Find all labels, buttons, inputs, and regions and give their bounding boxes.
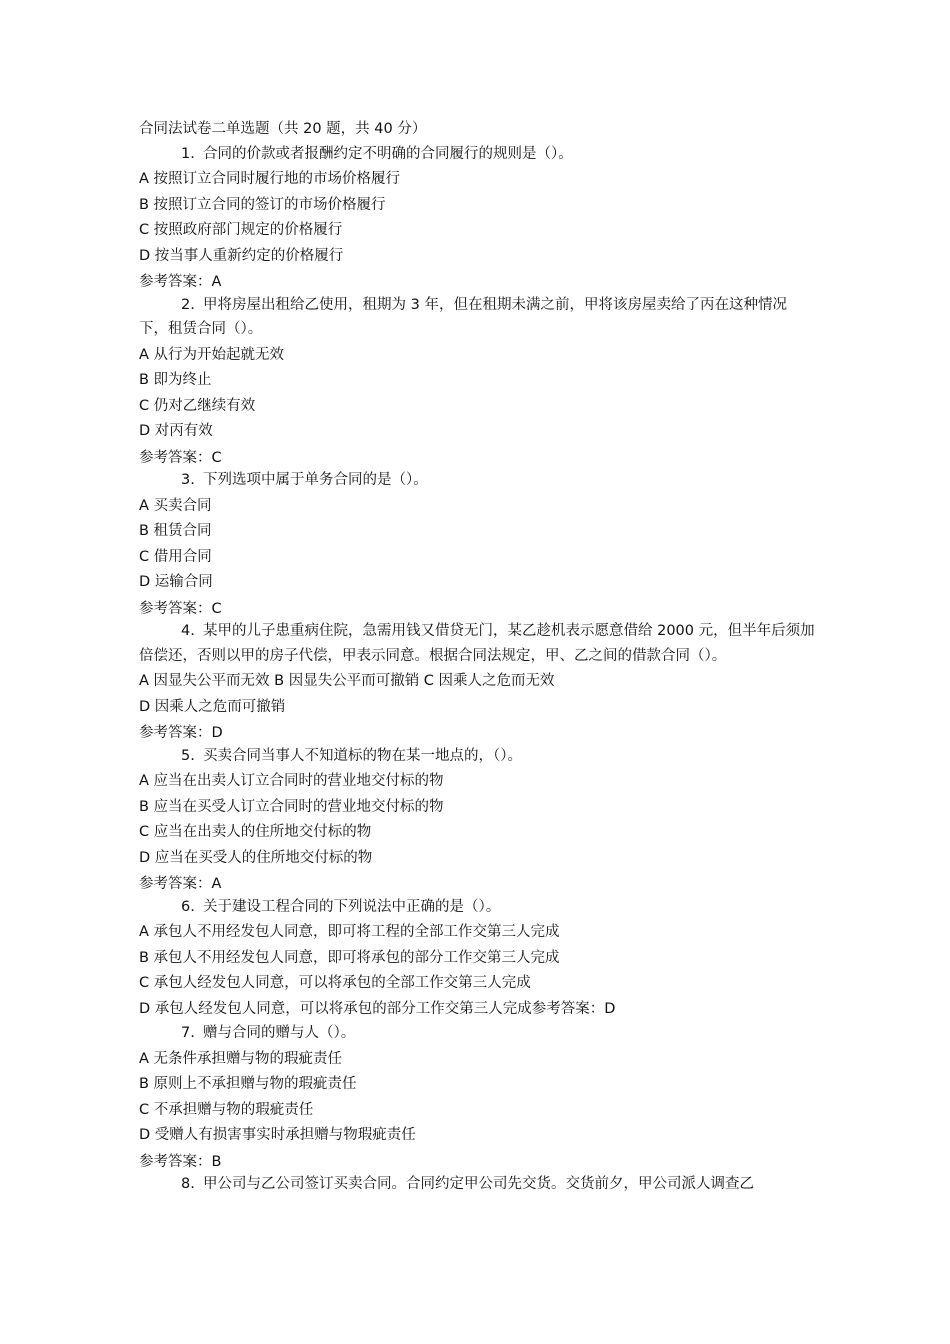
question-text	[139, 1172, 815, 1197]
question-stem: 合同的价款或者报酬约定不明确的合同履行的规则是（）。	[203, 145, 573, 162]
question-stem: 买卖合同当事人不知道标的物在某一地点的，（）。	[203, 747, 522, 764]
option-a: A 无条件承担赠与物的瑕疵责任	[139, 1050, 343, 1067]
question-stem: 甲公司与乙公司签订买卖合同。合同约定甲公司先交货。交货前夕，甲公司派人调查乙	[203, 1176, 754, 1192]
reference-answer: 参考答案：C	[139, 600, 222, 617]
option-d: D 运输合同	[139, 574, 213, 590]
reference-answer: 参考答案：B	[139, 1153, 222, 1170]
question-number: 2.	[181, 296, 195, 313]
option-d: D 受赠人有损害事实时承担赠与物瑕疵责任	[139, 1127, 416, 1143]
document-title: 合同法试卷二单选题（共 20 题，共 40 分）	[139, 121, 427, 137]
question-text	[139, 619, 815, 668]
option-a: A 应当在出卖人订立合同时的营业地交付标的物	[139, 773, 444, 789]
reference-answer: 参考答案：C	[139, 449, 222, 466]
option-b: B 即为终止	[139, 372, 212, 388]
option-d-with-answer: D 承包人经发包人同意，可以将承包的部分工作交第三人完成参考答案：D	[139, 1000, 616, 1017]
option-b: B 原则上不承担赠与物的瑕疵责任	[139, 1076, 357, 1092]
question-3	[139, 468, 815, 621]
document-content	[139, 117, 815, 1197]
option-a: A 从行为开始起就无效	[139, 346, 285, 363]
option-c: C 承包人经发包人同意，可以将承包的全部工作交第三人完成	[139, 975, 531, 991]
question-number: 4.	[181, 623, 195, 639]
reference-answer: 参考答案：A	[139, 274, 222, 290]
option-d: D 应当在买受人的住所地交付标的物	[139, 849, 373, 866]
option-d: D 对丙有效	[139, 423, 213, 439]
option-a: A 买卖合同	[139, 497, 212, 514]
option-abc: A 因显失公平而无效 B 因显失公平而可撤销 C 因乘人之危而无效	[139, 673, 555, 689]
option-b: B 承包人不用经发包人同意，即可将承包的部分工作交第三人完成	[139, 949, 560, 966]
question-5	[139, 744, 815, 897]
question-1	[139, 142, 815, 295]
question-text	[139, 468, 815, 493]
option-a: A 承包人不用经发包人同意，即可将工程的全部工作交第三人完成	[139, 924, 560, 940]
reference-answer: 参考答案：A	[139, 876, 222, 892]
question-number: 6.	[181, 898, 195, 915]
option-c: C 借用合同	[139, 548, 212, 565]
question-stem: 某甲的儿子患重病住院，急需用钱又借贷无门，某乙趁机表示愿意借给 2000 元，但半年后须加倍偿还，否则以甲的房子代偿，甲表示同意。根据合同法规定，甲、乙之间的借款合同（）。	[139, 623, 815, 664]
option-d: D 因乘人之危而可撤销	[139, 698, 286, 715]
question-text	[139, 293, 815, 342]
question-text	[139, 142, 815, 167]
question-text	[139, 895, 815, 920]
question-number: 1.	[181, 145, 195, 162]
option-a: A 按照订立合同时履行地的市场价格履行	[139, 171, 401, 187]
option-c: C 应当在出卖人的住所地交付标的物	[139, 824, 372, 840]
question-number: 8.	[181, 1176, 195, 1192]
question-stem: 甲将房屋出租给乙使用，租期为 3 年，但在租期未满之前，甲将该房屋卖给了丙在这种情况下，租赁合同（）。	[139, 296, 787, 337]
question-stem: 下列选项中属于单务合同的是（）。	[203, 472, 428, 488]
question-2	[139, 293, 815, 471]
question-7	[139, 1021, 815, 1174]
question-stem: 赠与合同的赠与人（）。	[203, 1025, 356, 1041]
option-c: C 仍对乙继续有效	[139, 397, 256, 414]
question-6	[139, 895, 815, 1022]
question-number: 3.	[181, 472, 195, 488]
question-number: 5.	[181, 747, 195, 764]
question-number: 7.	[181, 1025, 195, 1041]
option-b: B 应当在买受人订立合同时的营业地交付标的物	[139, 798, 444, 815]
question-stem: 关于建设工程合同的下列说法中正确的是（）。	[203, 898, 501, 915]
question-text	[139, 744, 815, 769]
question-4	[139, 619, 815, 746]
question-8	[139, 1172, 815, 1197]
question-text	[139, 1021, 815, 1046]
option-b: B 租赁合同	[139, 523, 212, 539]
reference-answer: 参考答案：D	[139, 725, 223, 741]
option-d: D 按当事人重新约定的价格履行	[139, 247, 344, 264]
option-c: C 按照政府部门规定的价格履行	[139, 222, 343, 238]
option-c: C 不承担赠与物的瑕疵责任	[139, 1101, 314, 1118]
option-b: B 按照订立合同的签订的市场价格履行	[139, 196, 386, 213]
